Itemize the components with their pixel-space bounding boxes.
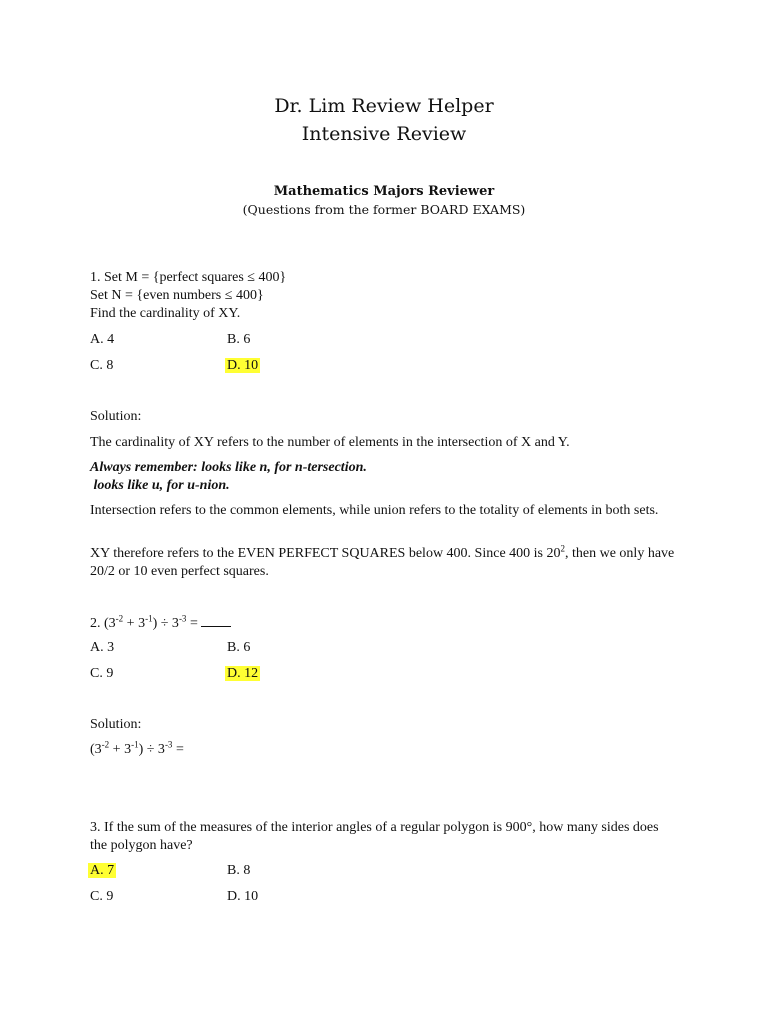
q2-answer-blank [201,614,231,627]
sol1-p3-text-b: , then we only have 20/2 or 10 even perfect squares. [90,546,675,579]
q1-line-2: Set N = {even numbers ≤ 400} [90,288,264,303]
sol2-exp-3: -3 [164,739,173,750]
q1-choice-d-highlighted: D. 10 [227,358,259,373]
q1-line-3: Find the cardinality of XY. [90,306,241,321]
sol2-heading: Solution: [90,717,142,732]
q3-choice-c: C. 9 [90,889,114,904]
q1-choice-c: C. 8 [90,358,114,373]
q2-choice-d-highlighted: D. 12 [227,666,259,681]
title-line-1: Dr. Lim Review Helper [274,95,494,117]
subject-note: (Questions from the former BOARD EXAMS) [242,202,526,217]
sol2-suffix: = [172,742,184,757]
q2-choice-d-wrap [227,665,260,683]
sol1-remember-1: Always remember: looks like n, for n-tersection. [90,460,367,475]
q2-choice-b: B. 6 [227,640,251,655]
q2-choice-c: C. 9 [90,666,114,681]
q3-text: 3. If the sum of the measures of the interior angles of a regular polygon is 900°, how many sides does the polygon have? [90,820,659,853]
sol1-remember-2: looks like u, for u-nion. [90,478,230,493]
q3-choice-a-highlighted: A. 7 [90,863,115,878]
q2-choice-a: A. 3 [90,640,115,655]
q2-exp-2: -1 [145,613,153,624]
sol1-paragraph-3 [90,545,675,581]
q3-choice-b: B. 8 [227,863,251,878]
sol2-exp-2: -1 [131,739,139,750]
q2-exp-3: -3 [178,613,187,624]
q2-expression [90,614,231,633]
q3-choice-d: D. 10 [227,889,259,904]
subject-heading: Mathematics Majors Reviewer [273,184,495,199]
q2-mid-2: ) ÷ 3 [152,616,179,631]
sol2-expression [90,741,184,759]
q1-line-1: 1. Set M = {perfect squares ≤ 400} [90,270,287,285]
q2-mid-1: + 3 [123,616,146,631]
q1-choice-a: A. 4 [90,332,115,347]
sol2-exp-1: -2 [101,739,110,750]
sol1-heading: Solution: [90,409,142,424]
sol1-paragraph-2: Intersection refers to the common elements, while union refers to the totality of elements in both sets. [90,503,659,518]
q1-choice-b: B. 6 [227,332,251,347]
sol1-p3-text-a: XY therefore refers to the EVEN PERFECT SQUARES below 400. Since 400 is 20 [90,546,561,561]
sol1-paragraph-1: The cardinality of XY refers to the number of elements in the intersection of X and Y. [90,435,570,450]
sol1-p3-exponent: 2 [560,543,565,554]
q1-choice-d-wrap [227,357,260,375]
q3-choice-a-wrap [90,862,116,880]
q2-suffix: = [186,616,202,631]
q2-exp-1: -2 [115,613,124,624]
sol2-mid-2: ) ÷ 3 [138,742,165,757]
title-line-2: Intensive Review [301,123,467,145]
q2-prefix: 2. (3 [90,616,116,631]
sol2-mid-1: + 3 [109,742,132,757]
sol2-prefix: (3 [90,742,102,757]
